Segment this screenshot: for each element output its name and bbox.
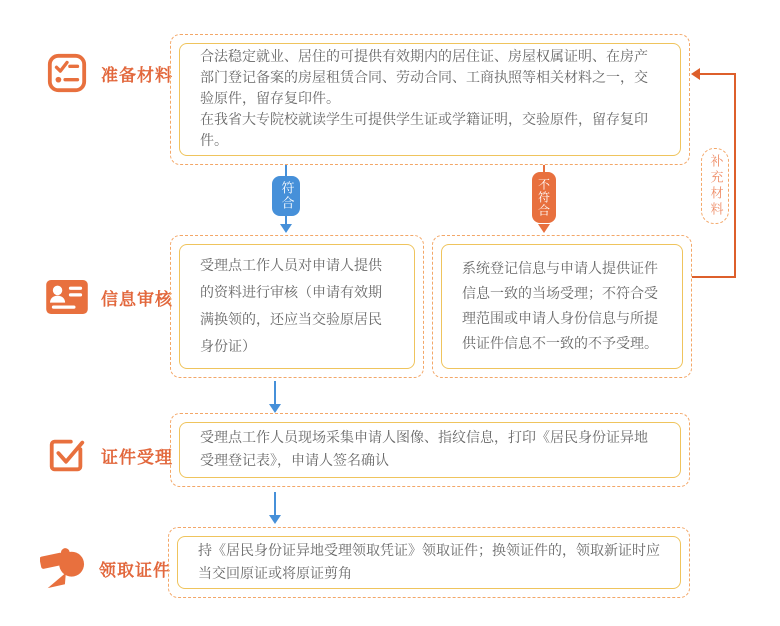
step-label-info-review: 信息审核	[101, 289, 173, 310]
flow-line-to-collection	[274, 492, 276, 515]
fail-arrow-icon	[538, 224, 550, 233]
fail-badge: 不符合	[532, 172, 556, 223]
id-card-icon	[46, 280, 88, 314]
step-item-card-collection	[40, 546, 171, 590]
pass-connector-line-bottom	[285, 216, 287, 224]
checklist-icon	[46, 52, 88, 94]
card-collection-text: 持《居民身份证异地受理领取凭证》领取证件；换领证件的，领取新证时应当交回原证或将原证剪角	[198, 542, 660, 582]
step-label-card-collection: 领取证件	[99, 560, 171, 581]
prepare-materials-text-line1: 合法稳定就业、居住的可提供有效期内的居住证、房屋权属证明、在房产部门登记备案的房屋租赁合同、劳动合同、工商执照等相关材料之一，交验原件，留存复印件。	[200, 49, 648, 107]
card-collection-box-inner	[177, 536, 681, 589]
info-review-pass-box-inner	[179, 244, 415, 369]
info-review-fail-text: 系统登记信息与申请人提供证件信息一致的当场受理；不符合受理范围或申请人身份信息与所提供证件信息不一致的不予受理。	[462, 260, 658, 352]
info-review-pass-text: 受理点工作人员对申请人提供的资料进行审核（申请有效期满换领的，还应当交验原居民身份证）	[200, 257, 382, 355]
info-review-fail-box	[432, 235, 692, 378]
prepare-materials-box-inner	[179, 43, 681, 156]
step-label-card-acceptance: 证件受理	[101, 447, 173, 468]
step-item-prepare-materials	[46, 52, 173, 94]
flow-line-to-acceptance	[274, 381, 276, 404]
step-label-prepare-materials: 准备材料	[101, 65, 173, 86]
info-review-pass-box	[170, 235, 424, 378]
flow-arrow-to-collection-icon	[269, 515, 281, 524]
pass-arrow-icon	[280, 224, 292, 233]
info-review-fail-box-inner	[441, 244, 683, 369]
pass-connector-line-top	[285, 165, 287, 176]
supplement-connector-line-right	[734, 73, 736, 278]
prepare-materials-box	[170, 34, 690, 165]
supplement-connector-line-bottom	[692, 276, 736, 278]
card-collection-box	[168, 527, 690, 598]
supplement-connector-line-top	[699, 73, 736, 75]
step-item-info-review	[46, 280, 173, 314]
check-square-icon	[46, 434, 88, 476]
step-item-card-acceptance	[46, 434, 173, 476]
prepare-materials-text-line2: 在我省大专院校就读学生可提供学生证或学籍证明，交验原件，留存复印件。	[200, 112, 648, 149]
card-acceptance-text: 受理点工作人员现场采集申请人图像、指纹信息，打印《居民身份证异地受理登记表》，申请人签名确认	[200, 430, 648, 469]
card-acceptance-box	[170, 413, 690, 487]
card-acceptance-box-inner	[179, 422, 681, 478]
supplement-return-arrow-icon	[691, 68, 700, 80]
hand-card-icon	[40, 546, 86, 590]
supplement-materials-badge: 补充材料	[701, 148, 729, 224]
pass-badge: 符合	[272, 176, 300, 216]
flow-arrow-to-acceptance-icon	[269, 404, 281, 413]
